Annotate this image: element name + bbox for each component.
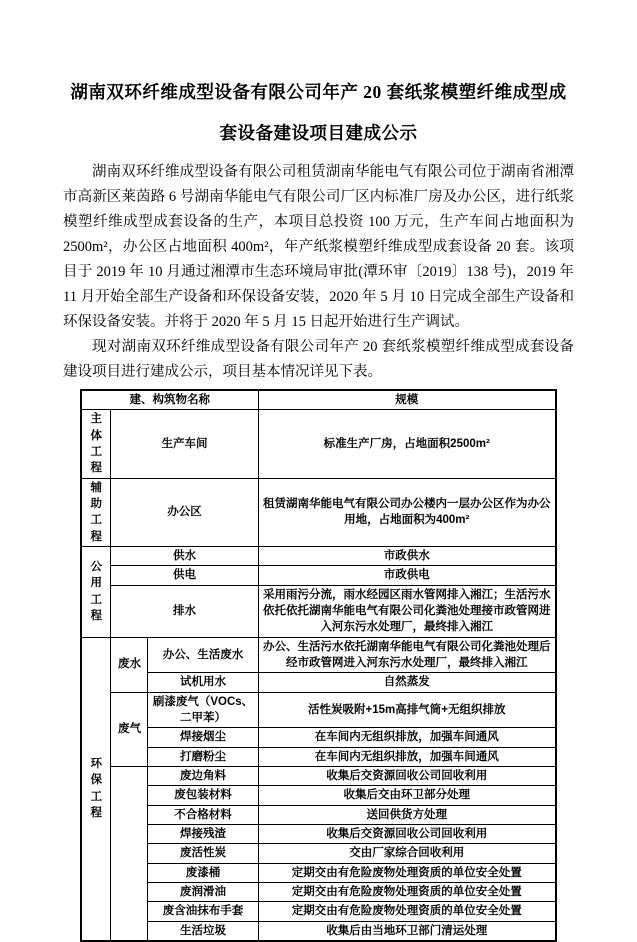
document-body	[63, 160, 574, 385]
table-row-office-wastewater	[81, 637, 556, 673]
scale-cell-packaging-waste: 收集后交由环卫部分处理	[258, 786, 556, 805]
scale-cell-office-wastewater: 办公、生活污水依托湖南华能电气有限公司化粪池处理后经市政管网进入河东污水处理厂，最终排入湘江	[258, 637, 556, 673]
scale-cell-power-supply: 市政供电	[258, 566, 556, 585]
scale-cell-scrap-edge: 收集后交资源回收公司回收利用	[258, 766, 556, 785]
item-cell-welding-slag: 焊接残渣	[148, 824, 258, 843]
subcategory-cell-wastegas: 废气	[111, 692, 148, 766]
subcategory-cell-solid-waste	[111, 766, 148, 940]
item-cell-waste-lubricant: 废润滑油	[148, 882, 258, 901]
item-cell-workshop: 生产车间	[111, 410, 258, 478]
project-info-table	[80, 389, 557, 942]
scale-cell-welding-fume: 在车间内无组织排放，加强车间通风	[258, 728, 556, 747]
table-row-oily-rags	[81, 902, 556, 921]
item-cell-rejected-material: 不合格材料	[148, 805, 258, 824]
item-cell-welding-fume: 焊接烟尘	[148, 728, 258, 747]
item-cell-scrap-edge: 废边角料	[148, 766, 258, 785]
category-cell-aux: 辅助工程	[81, 478, 111, 546]
scale-cell-paint-gas: 活性炭吸附+15m高排气筒+无组织排放	[258, 692, 556, 728]
table-row-paint-gas	[81, 692, 556, 728]
scale-cell-test-water: 自然蒸发	[258, 673, 556, 692]
table-row-waste-lubricant	[81, 882, 556, 901]
table-row-domestic-garbage	[81, 921, 556, 941]
table-row-scrap-edge	[81, 766, 556, 785]
table-row-aux-project	[81, 478, 556, 546]
table-row-spent-carbon	[81, 844, 556, 863]
paragraph-project-overview: 湖南双环纤维成型设备有限公司租赁湖南华能电气有限公司位于湖南省湘潭市高新区莱茵路 6 号湖南华能电气有限公司厂区内标准厂房及办公区，进行纸浆模塑纤维成型成套设备的生产，本项目总投资 100 万元，生产车间占地面积为 2500m²，办公区占地面积 400m²，年产纸浆模塑纤维成型成套设备 20 套。该项目于 2019 年 10 月通过湘潭市生态环境局审批(潭环审〔2019〕138 号)，2019 年 11 月开始全部生产设备和环保设备安装，2020 年 5 月 10 日完成全部生产设备和环保设备安装。并将于 2020 年 5 月 15 日起开始进行生产调试。	[63, 164, 574, 330]
table-row-main-project	[81, 410, 556, 478]
scale-cell-drainage: 采用雨污分流，雨水经园区雨水管网排入湘江；生活污水依托依托湖南华能电气有限公司化粪池处理接市政管网进入河东污水处理厂，最终排入湘江	[258, 585, 556, 637]
item-cell-oily-rags: 废含油抹布手套	[148, 902, 258, 921]
table-header-row	[81, 390, 556, 410]
item-cell-office: 办公区	[111, 478, 258, 546]
scale-cell-paint-buckets: 定期交由有危险废物处理资质的单位安全处置	[258, 863, 556, 882]
item-cell-paint-buckets: 废漆桶	[148, 863, 258, 882]
scale-cell-water-supply: 市政供水	[258, 546, 556, 565]
document-title: 湖南双环纤维成型设备有限公司年产 20 套纸浆模塑纤维成型成套设备建设项目建成公示	[70, 82, 567, 143]
subcategory-cell-wastewater: 废水	[111, 637, 148, 692]
table-row-welding-fume	[81, 728, 556, 747]
category-cell-utility: 公用工程	[81, 546, 111, 637]
scale-cell-spent-carbon: 交由厂家综合回收利用	[258, 844, 556, 863]
table-row-welding-slag	[81, 824, 556, 843]
table-row-water-supply	[81, 546, 556, 565]
scale-cell-welding-slag: 收集后交资源回收公司回收利用	[258, 824, 556, 843]
scale-cell-waste-lubricant: 定期交由有危险废物处理资质的单位安全处置	[258, 882, 556, 901]
scale-cell-rejected-material: 送回供货方处理	[258, 805, 556, 824]
category-cell-main: 主体工程	[81, 410, 111, 478]
header-scale: 规模	[258, 390, 556, 410]
paragraph-notice-statement: 现对湖南双环纤维成型设备有限公司年产 20 套纸浆模塑纤维成型成套设备建设项目进行建成公示，项目基本情况详见下表。	[63, 339, 574, 380]
item-cell-packaging-waste: 废包装材料	[148, 786, 258, 805]
item-cell-paint-gas: 刷漆废气（VOCs、二甲苯）	[148, 692, 258, 728]
table-row-paint-buckets	[81, 863, 556, 882]
item-cell-water-supply: 供水	[111, 546, 258, 565]
table-row-grinding-dust	[81, 747, 556, 766]
table-row-power-supply	[81, 566, 556, 585]
table-row-test-water	[81, 673, 556, 692]
item-cell-domestic-garbage: 生活垃圾	[148, 921, 258, 941]
item-cell-power-supply: 供电	[111, 566, 258, 585]
item-cell-office-wastewater: 办公、生活废水	[148, 637, 258, 673]
scale-cell-oily-rags: 定期交由有危险废物处理资质的单位安全处置	[258, 902, 556, 921]
table-row-packaging-waste	[81, 786, 556, 805]
scale-cell-grinding-dust: 在车间内无组织排放，加强车间通风	[258, 747, 556, 766]
category-cell-env: 环保工程	[81, 637, 111, 941]
scale-cell-office: 租赁湖南华能电气有限公司办公楼内一层办公区作为办公用地，占地面积为400m²	[258, 478, 556, 546]
header-structure-name: 建、构筑物名称	[81, 390, 258, 410]
item-cell-test-water: 试机用水	[148, 673, 258, 692]
item-cell-grinding-dust: 打磨粉尘	[148, 747, 258, 766]
table-row-drainage	[81, 585, 556, 637]
scale-cell-workshop: 标准生产厂房，占地面积2500m²	[258, 410, 556, 478]
table-row-rejected-material	[81, 805, 556, 824]
item-cell-spent-carbon: 废活性炭	[148, 844, 258, 863]
item-cell-drainage: 排水	[111, 585, 258, 637]
scale-cell-domestic-garbage: 收集后由当地环卫部门清运处理	[258, 921, 556, 941]
